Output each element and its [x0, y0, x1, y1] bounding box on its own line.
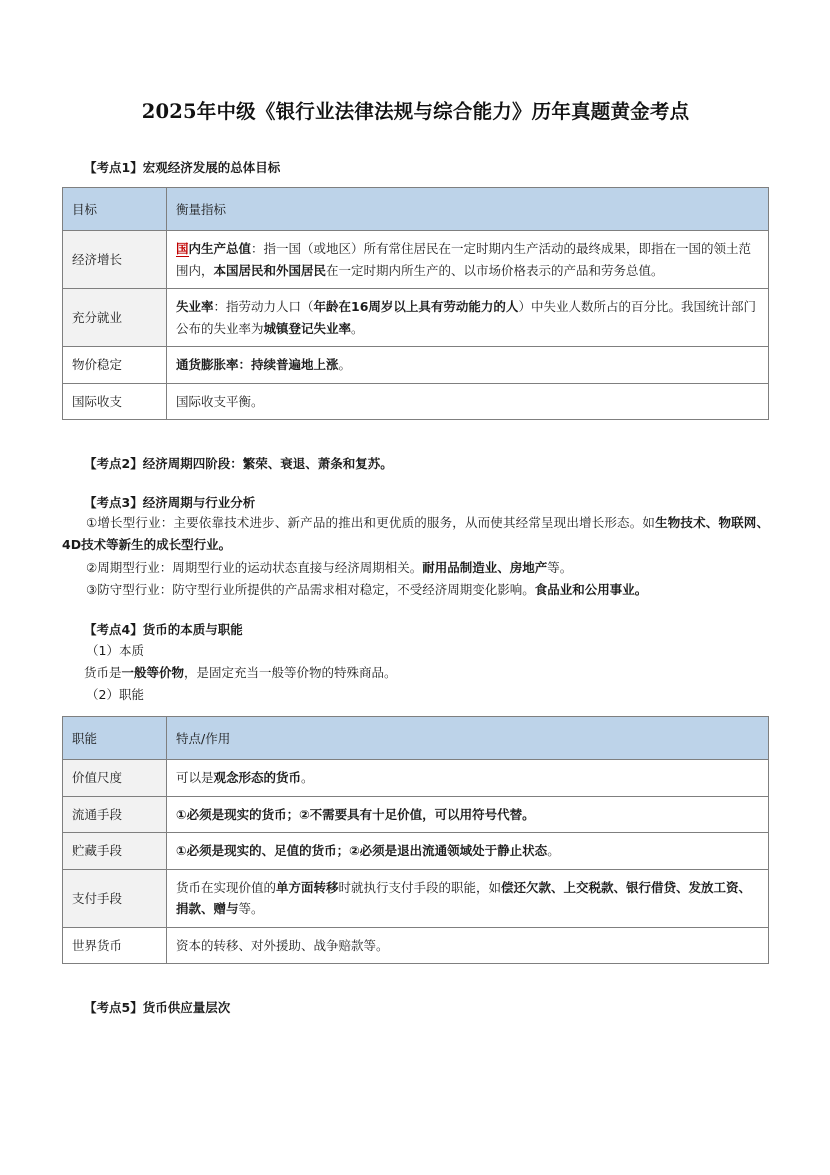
text-vm-bold: 观念形态的货币: [213, 770, 302, 786]
text-essence-bold: 一般等价物: [121, 664, 185, 680]
table-macro-goals: [62, 187, 769, 420]
document-content: [62, 0, 769, 1018]
text-kp2-label: 【考点2】经济周期四阶段：: [84, 456, 243, 472]
text-essence-2: ，是固定充当一般等价物的特殊商品。: [184, 664, 397, 680]
row-content-storage: [167, 833, 769, 870]
row-label-economic-growth: 经济增长: [63, 231, 167, 289]
text-store-bold: 静止状态: [497, 843, 548, 859]
table-row: [63, 347, 769, 384]
table-row: [63, 383, 769, 420]
heading-kp3: 【考点3】经济周期与行业分析: [84, 494, 256, 510]
row-content-full-employment: [167, 289, 769, 347]
text-defensive-bold: 食品业和公用事业。: [534, 581, 648, 597]
row-content-value-measure: [167, 760, 769, 797]
paragraph-defensive-industry: [62, 579, 769, 601]
table-header-cell-function: 职能: [63, 717, 167, 760]
table-row: [63, 231, 769, 289]
row-label-world-money: 世界货币: [63, 927, 167, 964]
text-circ-bold: ①必须是现实的货币；②不需要具有十足价值，可以用符号代替。: [176, 806, 535, 822]
row-content-circulation: [167, 796, 769, 833]
table-row: [63, 927, 769, 964]
table-row: [63, 833, 769, 870]
subheading-kp4-functions: （2）职能: [86, 687, 144, 702]
paragraph-cyclical-industry: [62, 557, 769, 579]
table-header-row: [63, 188, 769, 231]
heading-kp2: [62, 454, 769, 473]
text-pay-3: 等。: [238, 901, 264, 917]
text-essence-1: 货币是: [84, 664, 122, 680]
row-label-payment: 支付手段: [63, 869, 167, 927]
row-content-world-money: 资本的转移、对外援助、战争赔款等。: [167, 927, 769, 964]
text-unemployment-bold-age: 年龄在16周岁以上具有劳动能力的人: [313, 299, 519, 315]
text-pay-bold-examples: 偿还欠款、上交税款、银行借贷、发放工资、捐款、赠与: [176, 879, 752, 917]
text-gdp-term: 内生产总值: [188, 241, 252, 257]
row-content-economic-growth: [167, 231, 769, 289]
text-pay-bold-transfer: 单方面转移: [276, 879, 339, 895]
table-row: [63, 869, 769, 927]
table-money-functions: [62, 716, 769, 964]
text-unemployment-def-2: ）中失业人数所占的百分比。我国统计部门公布的失业率为: [176, 299, 756, 336]
table-row: [63, 760, 769, 797]
table-header-cell-indicator: 衡量指标: [167, 188, 769, 231]
heading-kp5: 【考点5】货币供应量层次: [84, 1000, 231, 1016]
text-unemployment-def-1: ：指劳动力人口（: [213, 299, 314, 315]
row-label-circulation: 流通手段: [63, 796, 167, 833]
text-cyclical-2: 等。: [547, 559, 573, 575]
heading-kp4: 【考点4】货币的本质与职能: [84, 622, 243, 638]
row-label-full-employment: 充分就业: [63, 289, 167, 347]
text-gdp-bold-residents: 本国居民和外国居民: [213, 262, 327, 278]
text-pay-2: 时就执行支付手段的职能，如: [338, 879, 502, 895]
text-unemployment-period: 。: [351, 320, 364, 336]
text-inflation-term: 通货膨胀率：持续普遍地上涨: [176, 357, 339, 373]
text-pay-1: 货币在实现价值的: [176, 879, 277, 895]
text-growth-bold: 生物技术、物联网、4D技术等新生的成长型行业。: [62, 515, 769, 553]
row-label-price-stability: 物价稳定: [63, 347, 167, 384]
page-title: 2025年中级《银行业法律法规与综合能力》历年真题黄金考点: [141, 100, 690, 123]
row-content-price-stability: [167, 347, 769, 384]
table-row: [63, 289, 769, 347]
text-vm-1: 可以是: [176, 770, 214, 786]
text-unemployment-term: 失业率: [176, 299, 214, 315]
text-store-1: ①必须是现实的、足值的货币；②必须是退出流通领域处于: [176, 843, 498, 859]
row-label-value-measure: 价值尺度: [63, 760, 167, 797]
row-content-bop: 国际收支平衡。: [167, 383, 769, 420]
paragraph-money-essence: [62, 662, 769, 684]
text-inflation-period: 。: [338, 357, 352, 373]
text-cyclical-bold: 耐用品制造业、房地产: [422, 559, 548, 575]
text-unemployment-bold-registered: 城镇登记失业率: [263, 320, 352, 336]
table-header-cell-goal: 目标: [63, 188, 167, 231]
text-gdp-def-1: ：指一国（或地区）所有常住居民在一定时期内生产活动的最终成果，即指在一国的领土范围内，: [176, 241, 752, 278]
text-gdp-def-2: 在一定时期内所生产的、以市场价格表示的产品和劳务总值。: [326, 262, 664, 278]
heading-kp1: 【考点1】宏观经济发展的总体目标: [84, 160, 281, 175]
table-header-cell-feature: 特点/作用: [167, 717, 769, 760]
text-store-2: 。: [547, 843, 560, 859]
paragraph-growth-industry: [62, 512, 769, 557]
text-cyclical-1: ②周期型行业：周期型行业的运动状态直接与经济周期相关。: [86, 559, 423, 575]
table-header-row: [63, 717, 769, 760]
subheading-kp4-essence: （1）本质: [86, 642, 144, 658]
highlight-guo: 国: [176, 241, 189, 257]
text-growth-1: ①增长型行业：主要依靠技术进步、新产品的推出和更优质的服务，从而使其经常呈现出增长形态。如: [86, 515, 656, 531]
row-label-storage: 贮藏手段: [63, 833, 167, 870]
table-row: [63, 796, 769, 833]
row-label-bop: 国际收支: [63, 383, 167, 420]
text-kp2-stages: 繁荣、衰退、萧条和复苏。: [242, 456, 393, 472]
text-vm-2: 。: [301, 770, 314, 786]
text-defensive-1: ③防守型行业：防守型行业所提供的产品需求相对稳定，不受经济周期变化影响。: [86, 581, 535, 597]
row-content-payment: [167, 869, 769, 927]
